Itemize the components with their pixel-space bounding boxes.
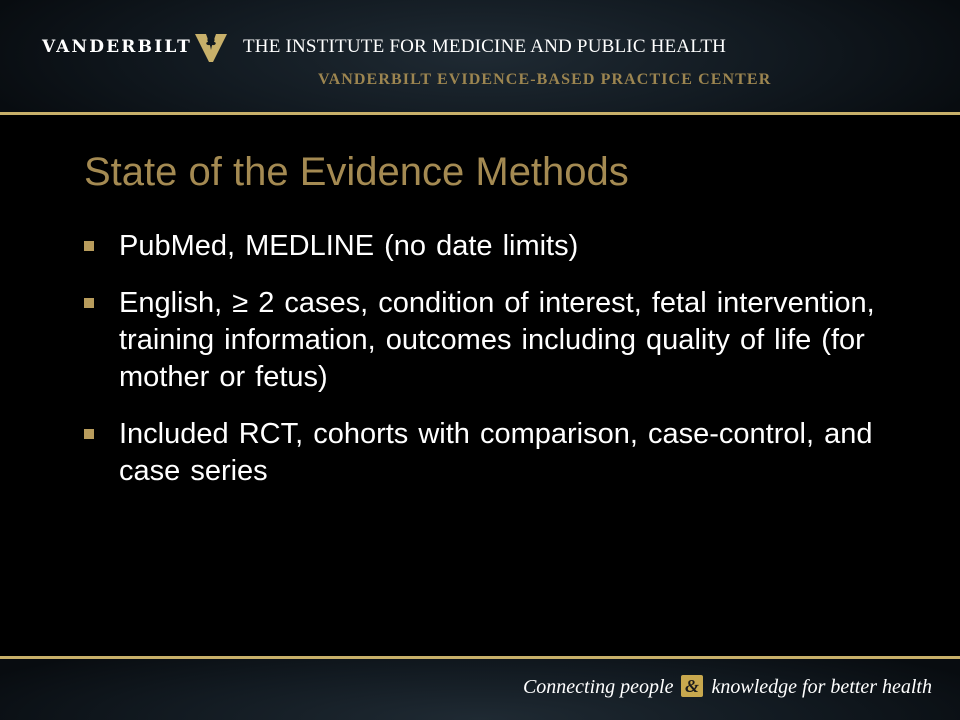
square-bullet-icon xyxy=(84,241,94,251)
square-bullet-icon xyxy=(84,298,94,308)
tagline-start: Connecting people xyxy=(522,676,674,698)
bullet-text: PubMed, MEDLINE (no date limits) xyxy=(119,230,579,262)
svg-text:&: & xyxy=(685,676,700,697)
bullet-text: Included RCT, cohorts with comparison, case-control, and case series xyxy=(119,418,873,487)
institute-name: THE INSTITUTE FOR MEDICINE AND PUBLIC HEALTH xyxy=(243,36,727,57)
footer-tagline xyxy=(523,676,932,699)
ampersand-icon xyxy=(681,675,703,697)
bullet-item xyxy=(84,285,884,396)
bullet-list xyxy=(84,228,884,510)
tagline-end: knowledge for better health xyxy=(711,676,932,698)
bullet-item xyxy=(84,228,884,265)
slide-title: State of the Evidence Methods xyxy=(84,150,629,194)
header-divider xyxy=(0,112,960,115)
square-bullet-icon xyxy=(84,429,94,439)
practice-center-name: VANDERBILT EVIDENCE-BASED PRACTICE CENTER xyxy=(318,71,772,88)
header-band xyxy=(0,0,960,112)
vanderbilt-v-oak-leaf-icon xyxy=(193,32,229,64)
bullet-item xyxy=(84,416,884,490)
brand-wordmark: VANDERBILT xyxy=(42,37,192,57)
bullet-text: English, ≥ 2 cases, condition of interest, fetal intervention, training information, outcomes including quality of life (for mother or fetus) xyxy=(119,287,875,393)
